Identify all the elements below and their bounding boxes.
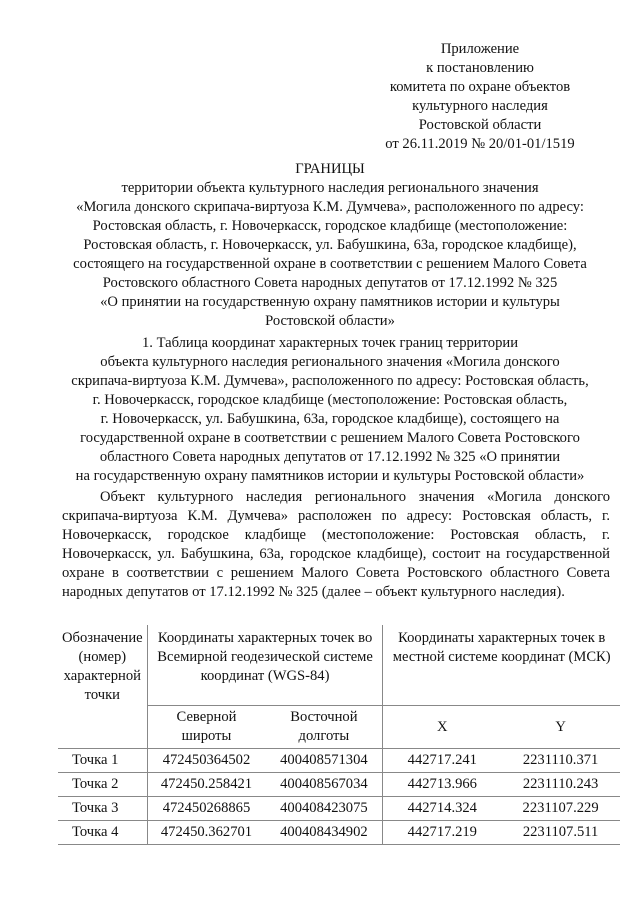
caption-line: на государственную охрану памятников истории и культуры Ростовской области» xyxy=(75,468,585,484)
y-value: 2231110.243 xyxy=(501,773,620,797)
subheader-empty-cell xyxy=(58,706,147,749)
north-latitude-value: 472450268865 xyxy=(147,797,265,821)
y-value: 2231107.511 xyxy=(501,821,620,845)
subheader-east-longitude: Восточной долготы xyxy=(265,706,383,749)
caption-line: 1. Таблица координат характерных точек границ территории xyxy=(141,335,519,351)
table-row xyxy=(58,749,620,773)
caption-line: скрипача-виртуоза К.М. Думчева», расположенного по адресу: Ростовская область, xyxy=(71,373,589,389)
object-description: Объект культурного наследия регионального значения «Могила донского скрипача-виртуоза К.М. Думчева» расположен по адресу: Ростовская область, г. Новочеркасск, городское кладбище (местоположение: Ростовская область, г. Новочеркасск, ул. Бабушкина, 63а, городское кладбище), состоит на государственной охране в соответствии с решением Малого Совета Ростовского областного Совета народных депутатов от 17.12.1992 № 325 (далее – объект культурного наследия). xyxy=(62,489,610,600)
title-line: территории объекта культурного наследия регионального значения xyxy=(121,180,539,196)
north-latitude-value: 472450.258421 xyxy=(147,773,265,797)
appendix-line: комитета по охране объектов xyxy=(389,79,571,95)
x-value: 442714.324 xyxy=(383,797,501,821)
caption-line: областного Совета народных депутатов от 17.12.1992 № 325 «О принятии xyxy=(99,449,561,465)
appendix-line: Приложение xyxy=(440,41,520,57)
caption-line: государственной охране в соответствии с решением Малого Совета Ростовского xyxy=(80,430,580,446)
title-heading: ГРАНИЦЫ xyxy=(295,161,365,177)
title-line: Ростовская область, г. Новочеркасск, ул. Бабушкина, 63а, городское кладбище), xyxy=(83,237,577,253)
appendix-line: от 26.11.2019 № 20/01-01/1519 xyxy=(385,136,575,152)
coordinates-table xyxy=(58,625,620,845)
y-value: 2231110.371 xyxy=(501,749,620,773)
east-longitude-value: 400408423075 xyxy=(265,797,383,821)
appendix-block xyxy=(360,40,600,154)
title-line: состоящего на государственной охране в соответствии с решением Малого Совета xyxy=(73,256,587,272)
title-line: Ростовского областного Совета народных депутатов от 17.12.1992 № 325 xyxy=(102,275,558,291)
point-label: Точка 3 xyxy=(58,797,147,821)
title-line: Ростовской области» xyxy=(265,313,395,329)
table-subheader-row xyxy=(58,706,620,749)
header-msk: Координаты характерных точек в местной системе координат (МСК) xyxy=(392,630,611,665)
north-latitude-value: 472450.362701 xyxy=(147,821,265,845)
title-line: «О принятии на государственную охрану памятников истории и культуры xyxy=(100,294,560,310)
east-longitude-value: 400408571304 xyxy=(265,749,383,773)
header-wgs84: Координаты характерных точек во Всемирной геодезической системе координат (WGS-84) xyxy=(147,625,383,706)
appendix-line: культурного наследия xyxy=(412,98,548,114)
table-header-row xyxy=(58,625,620,706)
x-value: 442713.966 xyxy=(383,773,501,797)
table-row xyxy=(58,797,620,821)
title-line: «Могила донского скрипача-виртуоза К.М. Думчева», расположенного по адресу: xyxy=(76,199,584,215)
subheader-y: Y xyxy=(501,706,620,749)
caption-line: объекта культурного наследия регионального значения «Могила донского xyxy=(100,354,560,370)
caption-line: г. Новочеркасск, ул. Бабушкина, 63а, городское кладбище), состоящего на xyxy=(100,411,560,427)
subheader-x: X xyxy=(383,706,501,749)
subheader-north-latitude: Северной широты xyxy=(147,706,265,749)
caption-line: г. Новочеркасск, городское кладбище (местоположение: Ростовская область, xyxy=(92,392,568,408)
east-longitude-value: 400408434902 xyxy=(265,821,383,845)
point-label: Точка 4 xyxy=(58,821,147,845)
east-longitude-value: 400408567034 xyxy=(265,773,383,797)
title-line: Ростовская область, г. Новочеркасск, городское кладбище (местоположение: xyxy=(92,218,568,234)
x-value: 442717.219 xyxy=(383,821,501,845)
appendix-line: Ростовской области xyxy=(418,117,542,133)
title-block xyxy=(40,160,620,331)
point-label: Точка 1 xyxy=(58,749,147,773)
y-value: 2231107.229 xyxy=(501,797,620,821)
appendix-line: к постановлению xyxy=(426,60,534,76)
x-value: 442717.241 xyxy=(383,749,501,773)
north-latitude-value: 472450364502 xyxy=(147,749,265,773)
table-caption xyxy=(40,334,620,486)
table-row xyxy=(58,821,620,845)
table-row xyxy=(58,773,620,797)
header-point-designation: Обозначение (номер) характерной точки xyxy=(58,625,147,706)
point-label: Точка 2 xyxy=(58,773,147,797)
